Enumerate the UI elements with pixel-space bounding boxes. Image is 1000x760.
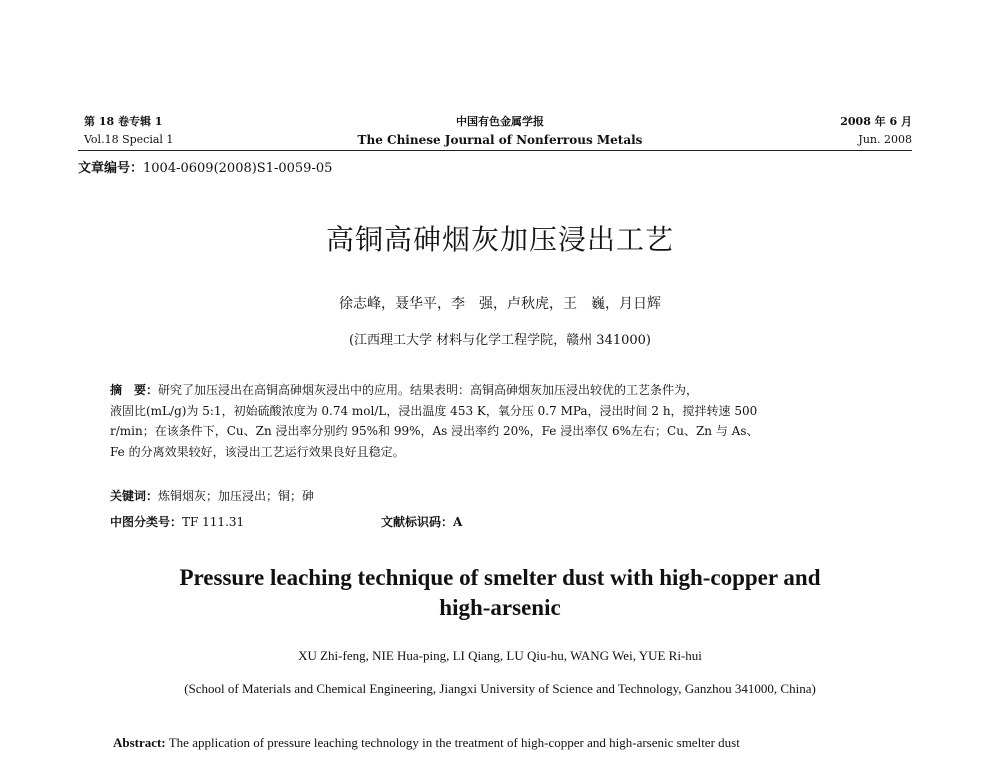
header-date-en: Jun. 2008 xyxy=(858,133,912,146)
authors-en: XU Zhi-feng, NIE Hua-ping, LI Qiang, LU Qiu-hu, WANG Wei, YUE Ri-hui xyxy=(298,648,702,663)
affiliation-cn: (江西理工大学 材料与化学工程学院，赣州 341000) xyxy=(348,333,652,348)
abstract-en xyxy=(113,735,740,751)
article-number xyxy=(78,157,332,176)
page-title-en-line-2: high-arsenic xyxy=(439,595,561,620)
header-volume-en: Vol.18 Special 1 xyxy=(84,133,174,146)
classification-value: TF 111.31 xyxy=(182,515,245,529)
page-title-cn: 高铜高砷烟灰加压浸出工艺 xyxy=(325,223,674,256)
keywords-cn xyxy=(110,487,314,504)
classification-number xyxy=(110,513,244,530)
keywords-cn-value: 炼铜烟灰；加压浸出；铜；砷 xyxy=(158,489,315,503)
abstract-en-text: The application of pressure leaching technology in the treatment of high-copper and high-arsenic smelter dust xyxy=(168,735,740,750)
document-code-value: A xyxy=(453,515,463,529)
article-number-value: 1004-0609(2008)S1-0059-05 xyxy=(143,161,333,176)
abstract-cn-line-3: r/min；在该条件下，Cu、Zn 浸出率分别约 95%和 99%，As 浸出率约 20%，Fe 浸出率仅 6%左右；Cu、Zn 与 As、 xyxy=(110,424,759,438)
document-code-label: 文献标识码： xyxy=(381,515,454,529)
abstract-cn xyxy=(110,380,880,462)
header-rule xyxy=(78,150,912,151)
abstract-cn-line-2: 液固比(mL/g)为 5:1，初始硫酸浓度为 0.74 mol/L，浸出温度 453 K，氧分压 0.7 MPa，浸出时间 2 h，搅拌转速 500 xyxy=(110,403,758,418)
article-number-label: 文章编号： xyxy=(78,161,144,176)
header-date-cn: 2008 年 6 月 xyxy=(840,115,912,128)
header-journal-en: The Chinese Journal of Nonferrous Metals xyxy=(357,133,643,147)
header-journal-cn: 中国有色金属学报 xyxy=(456,115,544,128)
classification-label: 中图分类号： xyxy=(110,515,183,529)
page-title-en xyxy=(0,563,1000,623)
header-volume-cn: 第 18 卷专辑 1 xyxy=(84,115,163,128)
document-code xyxy=(381,513,462,530)
keywords-cn-label: 关键词： xyxy=(110,489,159,503)
abstract-cn-line-1: 摘 要：研究了加压浸出在高铜高砷烟灰浸出中的应用。结果表明：高铜高砷烟灰加压浸出较优的工艺条件为， xyxy=(110,383,699,397)
page-title-en-line-1: Pressure leaching technique of smelter dust with high-copper and xyxy=(179,565,821,590)
abstract-cn-line-4: Fe 的分离效果较好，该浸出工艺运行效果良好且稳定。 xyxy=(110,444,405,459)
affiliation-en: (School of Materials and Chemical Engineering, Jiangxi University of Science and Technology, Ganzhou 341000, China) xyxy=(184,681,816,696)
authors-cn: 徐志峰，聂华平，李 强，卢秋虎，王 巍，月日辉 xyxy=(339,296,661,312)
abstract-cn-label: 摘 要： xyxy=(110,383,159,397)
abstract-en-label: Abstract: xyxy=(113,735,166,750)
